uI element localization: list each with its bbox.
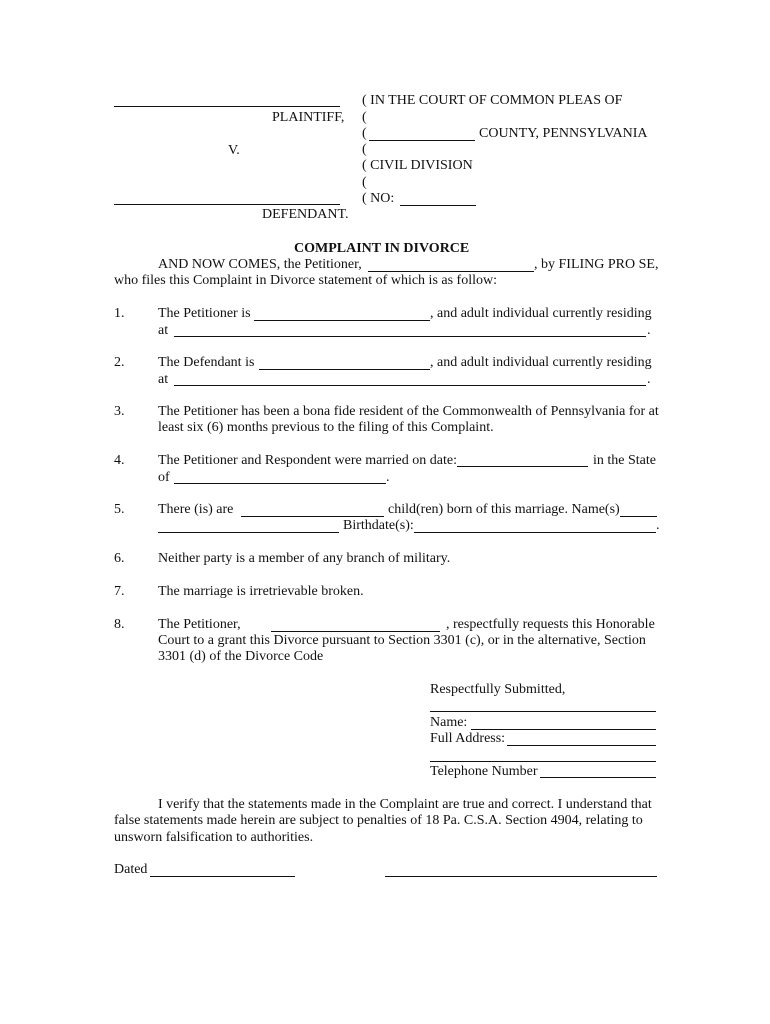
verification-signature-line[interactable] (385, 876, 657, 877)
defendant-label: DEFENDANT. (262, 207, 349, 222)
item-text: . (386, 470, 390, 485)
item-text: , respectfully requests this Honorable (446, 617, 655, 632)
verification-text: unsworn falsification to authorities. (114, 830, 314, 845)
item-number: 1. (114, 306, 125, 321)
caption-paren: ( (362, 142, 367, 157)
item-text: of (158, 470, 170, 485)
signature-line[interactable] (430, 711, 656, 712)
name-label: Name: (430, 715, 468, 730)
telephone-field[interactable] (540, 777, 656, 778)
marriage-state-field[interactable] (174, 483, 386, 484)
plaintiff-name-field[interactable] (114, 106, 340, 107)
item-text: Court to a grant this Divorce pursuant to Section 3301 (c), or in the alternative, Section (158, 633, 646, 648)
intro-text: who files this Complaint in Divorce statement of which is as follow: (114, 273, 497, 288)
caption-paren: ( (362, 126, 367, 141)
item-number: 4. (114, 453, 125, 468)
item-text: The marriage is irretrievable broken. (158, 584, 364, 599)
plaintiff-label: PLAINTIFF, (272, 110, 345, 125)
item-text: Neither party is a member of any branch of military. (158, 551, 451, 566)
petitioner-name-field[interactable] (368, 271, 534, 272)
item-text: The Petitioner has been a bona fide resident of the Commonwealth of Pennsylvania for at (158, 404, 659, 419)
item-text: , and adult individual currently residing (430, 306, 652, 321)
item-text: in the State (593, 453, 656, 468)
children-names-field-2[interactable] (158, 532, 339, 533)
defendant-address-field[interactable] (174, 385, 646, 386)
item-text: at (158, 323, 169, 338)
children-count-field[interactable] (241, 516, 384, 517)
court-heading: ( IN THE COURT OF COMMON PLEAS OF (362, 93, 623, 108)
birthdates-field[interactable] (414, 532, 656, 533)
county-label: COUNTY, PENNSYLVANIA (479, 126, 648, 141)
petitioner-address-field[interactable] (174, 336, 646, 337)
item-text: , and adult individual currently residing (430, 355, 652, 370)
intro-text: AND NOW COMES, the Petitioner, (158, 257, 362, 272)
children-names-field[interactable] (620, 516, 657, 517)
item-number: 2. (114, 355, 125, 370)
respectfully-submitted: Respectfully Submitted, (430, 682, 566, 697)
county-field[interactable] (369, 140, 475, 141)
item-number: 3. (114, 404, 125, 419)
item-text: The Defendant is (158, 355, 255, 370)
case-number-field[interactable] (400, 205, 476, 206)
defendant-field[interactable] (259, 369, 430, 370)
petitioner-request-field[interactable] (271, 631, 440, 632)
item-text: The Petitioner, (158, 617, 241, 632)
marriage-date-field[interactable] (457, 466, 588, 467)
item-text: . (656, 518, 660, 533)
address-field[interactable] (507, 745, 656, 746)
item-text: 3301 (d) of the Divorce Code (158, 649, 324, 664)
item-text: The Petitioner and Respondent were married on date: (158, 453, 457, 468)
dated-label: Dated (114, 862, 148, 877)
address-field-2[interactable] (430, 761, 656, 762)
intro-text: , by FILING PRO SE, (534, 257, 659, 272)
name-field[interactable] (471, 729, 656, 730)
item-text: child(ren) born of this marriage. Name(s) (388, 502, 620, 517)
versus-label: V. (228, 143, 240, 158)
item-number: 7. (114, 584, 125, 599)
document-title: COMPLAINT IN DIVORCE (294, 241, 470, 256)
verification-text: false statements made herein are subject to penalties of 18 Pa. C.S.A. Section 4904, relating to (114, 813, 643, 828)
item-text: . (647, 323, 651, 338)
defendant-name-field[interactable] (114, 204, 340, 205)
item-text: There (is) are (158, 502, 234, 517)
address-label: Full Address: (430, 731, 506, 746)
item-text: Birthdate(s): (343, 518, 414, 533)
case-number-label: ( NO: (362, 191, 395, 206)
item-text: least six (6) months previous to the filing of this Complaint. (158, 420, 494, 435)
item-text: . (647, 372, 651, 387)
civil-division-label: ( CIVIL DIVISION (362, 158, 473, 173)
dated-field[interactable] (150, 876, 295, 877)
verification-text: I verify that the statements made in the Complaint are true and correct. I understand that (158, 797, 652, 812)
caption-paren: ( (362, 175, 367, 190)
caption-paren: ( (362, 110, 367, 125)
petitioner-field[interactable] (254, 320, 430, 321)
telephone-label: Telephone Number (430, 764, 538, 779)
item-text: The Petitioner is (158, 306, 251, 321)
item-number: 6. (114, 551, 125, 566)
item-text: at (158, 372, 169, 387)
item-number: 8. (114, 617, 125, 632)
item-number: 5. (114, 502, 125, 517)
